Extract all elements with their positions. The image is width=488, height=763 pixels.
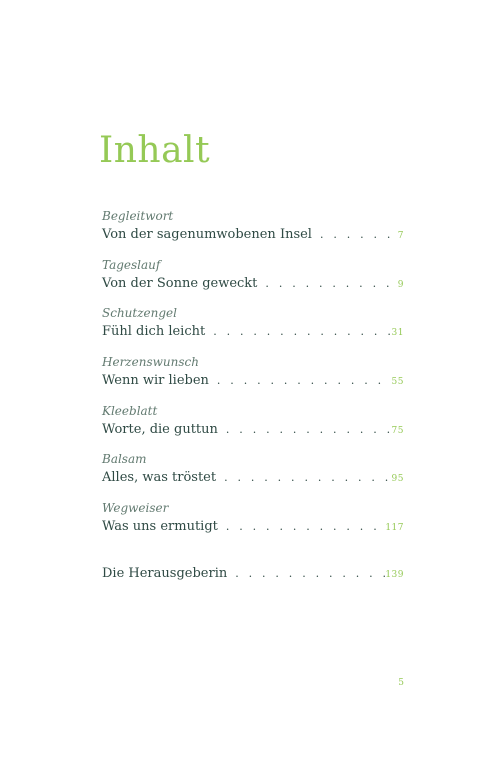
dot-leader (216, 468, 391, 488)
dot-leader (205, 322, 391, 342)
toc-entry (102, 354, 404, 403)
toc-category: Wegweiser (102, 501, 169, 516)
toc-entry (102, 305, 404, 354)
toc-page-number: 95 (391, 474, 404, 485)
toc-page-number: 31 (391, 328, 404, 339)
toc-entry (102, 208, 404, 257)
toc-entry-herausgeberin (102, 564, 404, 585)
toc-line[interactable] (102, 468, 404, 489)
toc-entry (102, 257, 404, 306)
toc-entry (102, 403, 404, 452)
toc-page-number: 7 (397, 231, 404, 241)
dot-leader (209, 371, 392, 391)
page-number: 5 (398, 678, 404, 688)
toc-page-number: 55 (391, 377, 404, 388)
toc-line[interactable] (102, 322, 404, 343)
toc-entry-title: Von der Sonne geweckt (102, 275, 258, 291)
toc-entry-title: Die Herausgeberin (102, 566, 228, 581)
dot-leader (218, 420, 392, 440)
toc-page-number: 117 (385, 523, 404, 534)
toc-entry (102, 451, 404, 500)
toc-line[interactable] (102, 274, 404, 295)
toc-entry-title: Was uns ermutigt (102, 519, 218, 535)
toc-entry-title: Von der sagenumwobenen Insel (102, 227, 312, 242)
toc-entry (102, 500, 404, 549)
toc-page-number: 9 (397, 279, 404, 290)
dot-leader (312, 225, 398, 245)
dot-leader (227, 564, 385, 584)
toc-line[interactable] (102, 420, 404, 441)
toc-category: Kleeblatt (102, 403, 158, 418)
toc-page-number: 139 (385, 570, 404, 580)
toc-entry-title: Alles, was tröstet (102, 470, 217, 486)
toc-category: Balsam (102, 452, 147, 467)
toc-category: Begleitwort (102, 209, 174, 223)
toc-line[interactable] (102, 225, 404, 246)
toc-category: Herzenswunsch (102, 355, 199, 370)
toc-line[interactable] (102, 517, 404, 538)
toc-category: Tageslauf (102, 257, 161, 272)
toc-line[interactable] (102, 371, 404, 392)
toc-category: Schutzengel (102, 306, 177, 321)
page-title: Inhalt (99, 130, 211, 171)
dot-leader (257, 274, 397, 294)
toc-entry-title: Worte, die guttun (102, 421, 218, 437)
toc-entry-title: Fühl dich leicht (102, 324, 206, 340)
toc-page-number: 75 (391, 425, 404, 436)
toc-entry-title: Wenn wir lieben (102, 373, 209, 389)
toc-line[interactable] (102, 564, 404, 585)
dot-leader (218, 517, 385, 537)
table-of-contents (102, 208, 404, 549)
